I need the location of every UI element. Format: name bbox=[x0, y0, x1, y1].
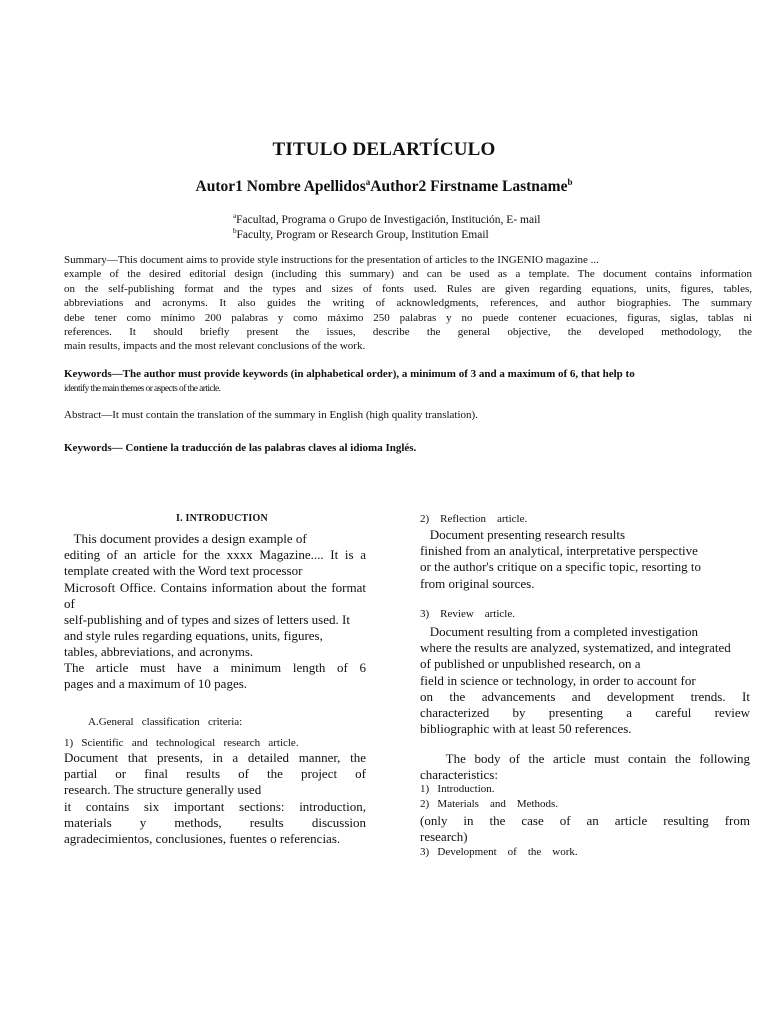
author-1-sup: a bbox=[365, 177, 371, 187]
summary-line: on the self-publishing format and the types and sizes of fonts used. Rules are given regarding equations, units, figures, tables, bbox=[64, 282, 752, 295]
review-line: where the results are analyzed, systematized, and integrated bbox=[420, 640, 731, 656]
scientific-line: materials y methods, results discussion bbox=[64, 814, 366, 830]
summary-block bbox=[64, 253, 752, 354]
summary-line: debe tener como mínimo 200 palabras y como máximo 250 palabras y no puede contener ecuaciones, figuras, siglas, tablas ni bbox=[64, 311, 752, 324]
abstract-line: Abstract—It must contain the translation of the summary in English (high quality translation). bbox=[64, 409, 478, 421]
keywords-bold: Keywords—The author must provide keywords (in alphabetical order), a minimum of 3 and a maximum of 6, that help to bbox=[64, 368, 635, 380]
keywords-translation: Keywords— Contiene la traducción de las palabras claves al idioma Inglés. bbox=[64, 442, 417, 454]
reflection-paragraph bbox=[420, 527, 750, 592]
review-line: Document resulting from a completed investigation bbox=[420, 624, 698, 639]
affiliation-b-text: Faculty, Program or Research Group, Institution Email bbox=[236, 228, 489, 241]
scientific-line: partial or final results of the project of bbox=[64, 766, 366, 782]
length-line: pages and a maximum of 10 pages. bbox=[64, 676, 248, 692]
subheading-classification: A.General classification criteria: bbox=[88, 716, 243, 728]
scientific-line: research. The structure generally used bbox=[64, 782, 262, 798]
review-line: field in science or technology, in order to account for bbox=[420, 672, 696, 688]
summary-line: references. It should briefly present the issues, describe the general objective, the developed methodology, the bbox=[64, 326, 752, 339]
scientific-line: agradecimientos, conclusiones, fuentes o referencias. bbox=[64, 831, 341, 847]
scientific-line: Document that presents, in a detailed manner, the bbox=[64, 750, 366, 765]
review-line: on the advancements and development trends. It bbox=[420, 688, 750, 704]
scientific-paragraph bbox=[64, 750, 366, 847]
article-title: TITULO DELARTÍCULO bbox=[272, 139, 496, 160]
list-item-development: 3) Development of the work. bbox=[420, 846, 578, 858]
only-line: research) bbox=[420, 829, 468, 845]
review-line: bibliographic with at least 50 references. bbox=[420, 721, 632, 737]
intro-line: tables, abbreviations, and acronyms. bbox=[64, 644, 254, 660]
intro-line: This document provides a design example of bbox=[64, 531, 307, 546]
intro-paragraph bbox=[64, 531, 366, 661]
author-1: Autor1 Nombre Apellidos bbox=[195, 178, 366, 196]
reflection-line: or the author's critique on a specific topic, resorting to bbox=[420, 559, 702, 575]
body-line: The body of the article must contain the following bbox=[420, 751, 750, 766]
intro-line: editing of an article for the xxxx Magazine.... It is a bbox=[64, 547, 366, 563]
intro-line: and style rules regarding equations, units, figures, bbox=[64, 628, 323, 644]
intro-line: self-publishing and of types and sizes of letters used. It bbox=[64, 612, 350, 628]
reflection-line: from original sources. bbox=[420, 575, 535, 591]
author-2: Author2 Firstname Lastname bbox=[370, 178, 568, 196]
list-item-introduction: 1) Introduction. bbox=[420, 783, 495, 795]
list-item-scientific: 1) Scientific and technological research article. bbox=[64, 737, 299, 749]
only-paragraph bbox=[420, 813, 750, 845]
keywords-block bbox=[64, 367, 752, 396]
intro-line: template created with the Word text processor bbox=[64, 563, 303, 579]
length-line: The article must have a minimum length of 6 bbox=[64, 660, 366, 675]
scientific-line: it contains six important sections: introduction, bbox=[64, 798, 366, 814]
body-paragraph bbox=[420, 751, 750, 783]
author-2-sup: b bbox=[567, 177, 573, 187]
length-paragraph bbox=[64, 660, 366, 692]
affiliation-b-sup: b bbox=[233, 227, 237, 235]
authors-line bbox=[0, 177, 768, 196]
body-line: characteristics: bbox=[420, 767, 498, 783]
list-item-materials: 2) Materials and Methods. bbox=[420, 798, 559, 810]
summary-line: abbreviations and acronyms. It also guides the writing of acknowledgments, references, and author biographies. The summary bbox=[64, 297, 752, 310]
review-line: of published or unpublished research, on a bbox=[420, 656, 641, 672]
intro-line: Microsoft Office. Contains information about the format of bbox=[64, 579, 366, 611]
affiliation-a-sup: a bbox=[233, 212, 237, 220]
list-item-reflection: 2) Reflection article. bbox=[420, 513, 528, 525]
list-item-review: 3) Review article. bbox=[420, 608, 515, 620]
affiliation-b bbox=[233, 224, 489, 243]
reflection-line: finished from an analytical, interpretative perspective bbox=[420, 543, 698, 559]
summary-line: main results, impacts and the most relevant conclusions of the work. bbox=[64, 340, 366, 353]
keywords-small: identify the main themes or aspects of the article. bbox=[64, 384, 221, 394]
summary-line: Summary—This document aims to provide style instructions for the presentation of articles to the INGENIO magazine ... bbox=[64, 254, 599, 266]
reflection-line: Document presenting research results bbox=[420, 527, 626, 542]
only-line: (only in the case of an article resulting from bbox=[420, 813, 750, 828]
review-paragraph bbox=[420, 624, 750, 737]
summary-line: example of the desired editorial design (including this summary) and can be used as a template. The document contains information bbox=[64, 268, 752, 281]
section-heading-introduction: I. INTRODUCTION bbox=[176, 513, 268, 524]
affiliation-a-text: Facultad, Programa o Grupo de Investigación, Institución, E- mail bbox=[236, 213, 541, 226]
review-line: characterized by presenting a careful review bbox=[420, 705, 750, 721]
